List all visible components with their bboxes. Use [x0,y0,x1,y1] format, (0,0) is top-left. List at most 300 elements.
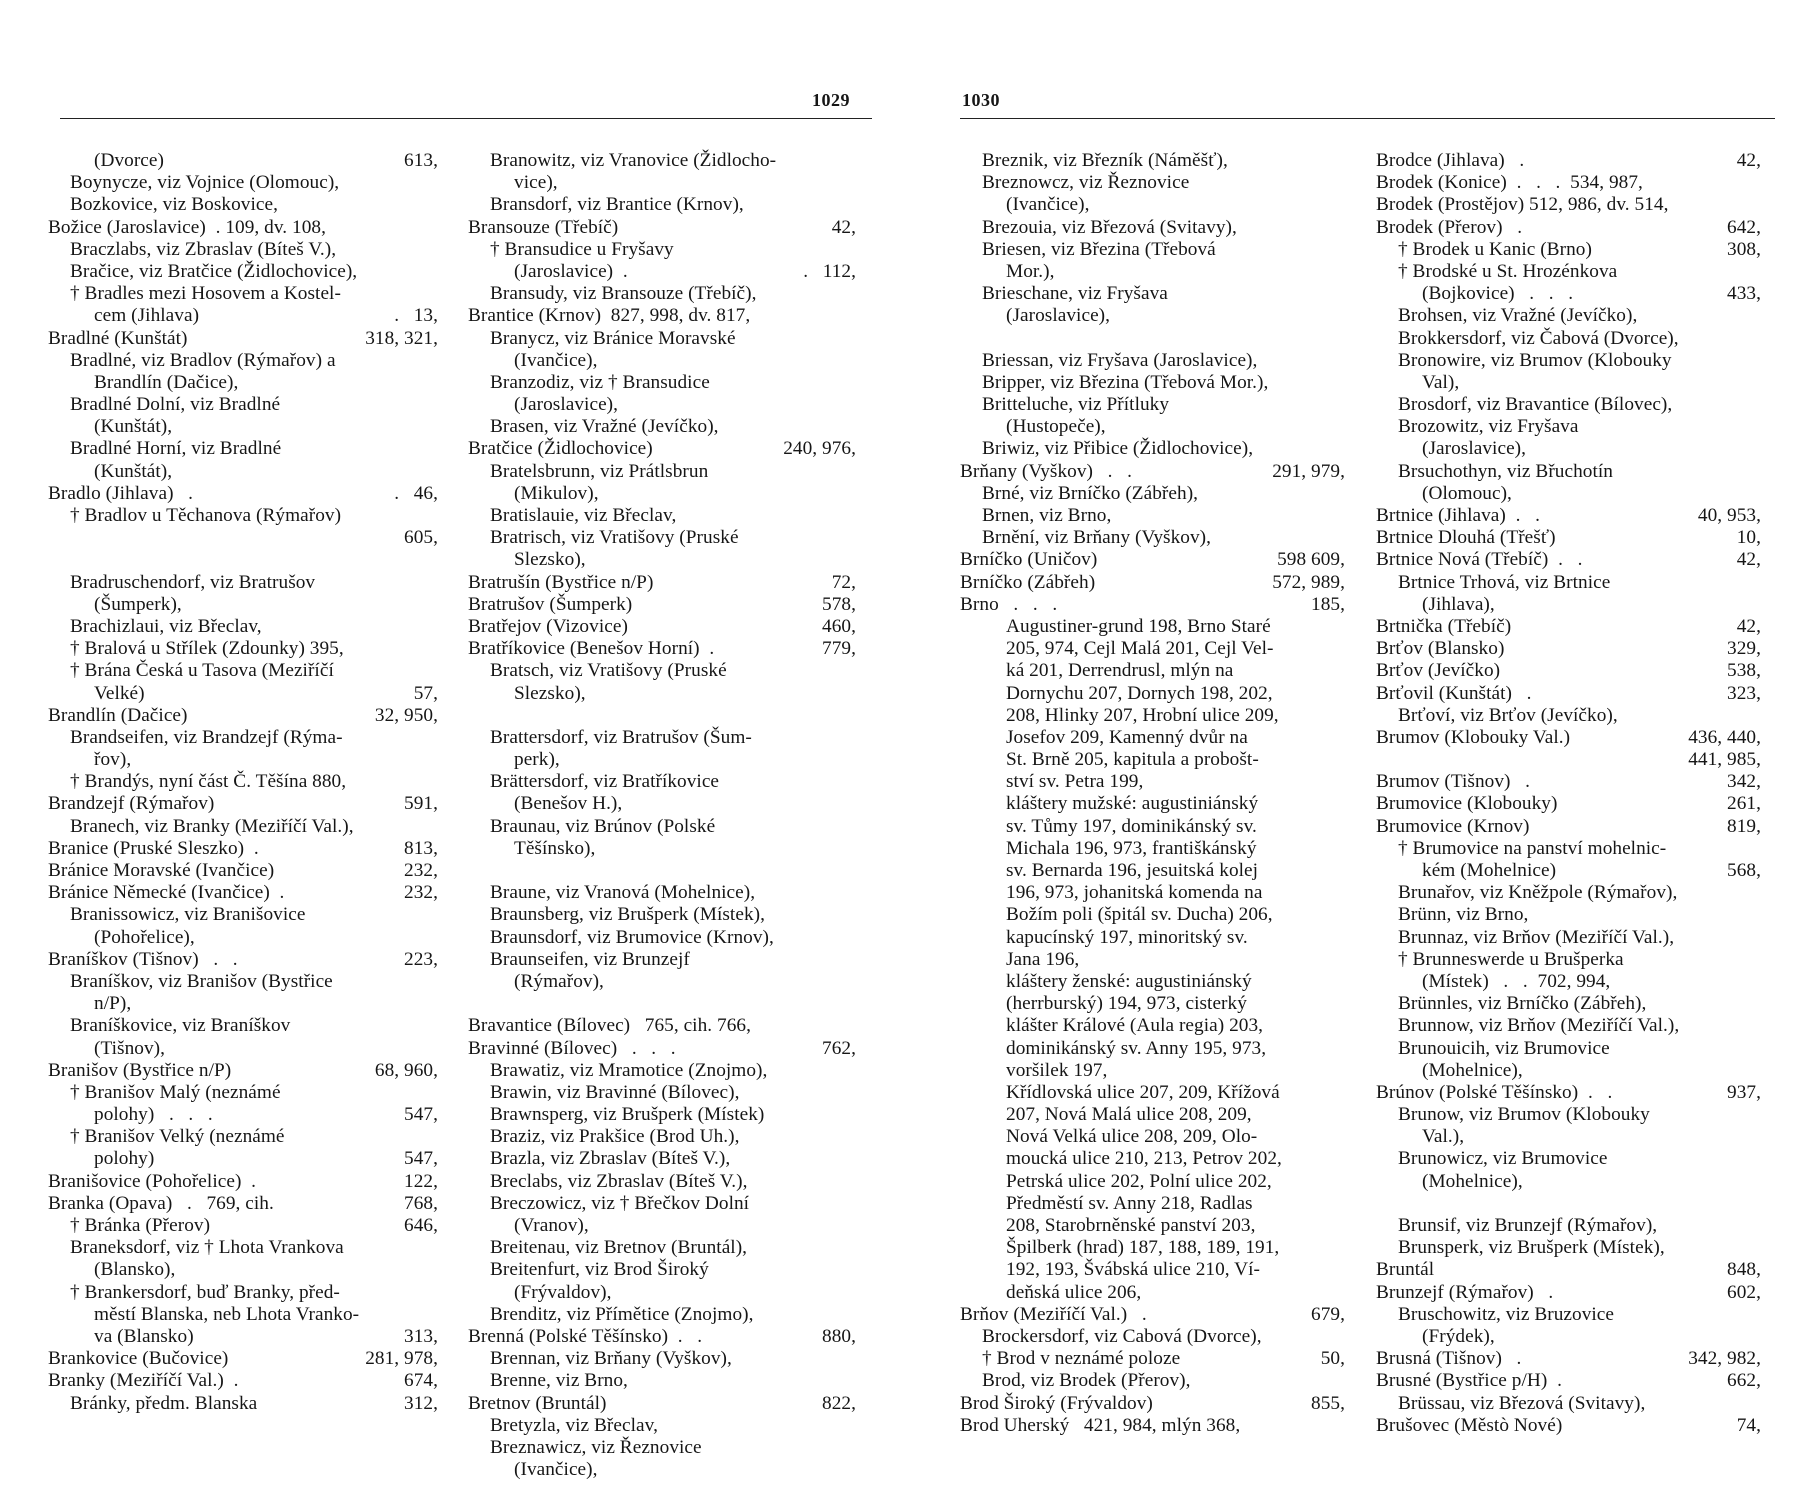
index-line [48,194,438,216]
entry-text: Brattersdorf, viz Bratrušov (Šum- [490,726,752,748]
index-line [960,1393,1345,1415]
index-line [960,239,1345,261]
index-line [960,194,1345,216]
index-line [960,438,1345,460]
index-line [1376,483,1761,505]
index-line [468,1304,856,1326]
entry-text: (Ivančice), [514,349,598,371]
entry-text: (Vranov), [514,1215,589,1236]
page-number-right: 1030 [962,90,1000,110]
entry-text: (herrburský) 194, 973, cisterký [1006,993,1247,1015]
index-line [960,527,1345,549]
index-line [960,1215,1345,1237]
entry-text: Brandlín (Dačice), [94,371,239,393]
index-line [468,1215,856,1237]
index-line [960,927,1345,949]
entry-text: † Branišov Malý (neznámé [70,1081,281,1103]
entry-text: Jana 196, [1006,948,1080,970]
index-line [468,194,856,216]
index-line [48,1393,438,1415]
entry-text: † Brumovice na panství mohelnic- [1398,837,1667,859]
index-line [960,217,1345,239]
index-line [48,416,438,438]
header-rule-left [60,118,872,119]
entry-text: (Frývaldov), [514,1281,612,1303]
right-page [950,0,1810,1500]
page-reference: 281, 978, [365,1348,438,1370]
entry-text: Brňov (Meziříčí Val.) . [960,1303,1147,1325]
index-line [48,1282,438,1304]
entry-text: Brtnice (Jihlava) . . [1376,505,1540,526]
index-line [1376,438,1761,460]
index-line [468,927,856,949]
page-reference: 602, [1727,1281,1761,1303]
page-reference: 613, [404,150,438,171]
index-line [1376,372,1761,394]
page-reference: 72, [831,571,856,593]
entry-text: (Hustopeče), [1006,416,1106,438]
entry-text: Branice (Pruské Sleszko) . [48,837,259,859]
index-line [48,1015,438,1037]
entry-text: Brandzejf (Rýmařov) [48,793,215,815]
index-line [48,217,438,239]
entry-text: (Kunštát), [94,460,173,482]
entry-text: (Frýdek), [1422,1325,1495,1347]
entry-text: Briwiz, viz Přibice (Židlochovice), [982,438,1254,460]
page-reference: 768, [404,1192,438,1214]
index-line [468,1370,856,1392]
page-reference: 318, 321, [365,327,438,349]
index-line [468,549,856,571]
page-reference: 223, [404,948,438,970]
entry-text: Předměstí sv. Anny 218, Radlas [1006,1192,1253,1214]
index-line [468,1282,856,1304]
index-line [960,172,1345,194]
entry-text: Briessan, viz Fryšava (Jaroslavice), [982,349,1258,371]
entry-text: n/P), [94,993,132,1015]
entry-text: kláštery mužské: augustiniánský [1006,793,1259,815]
entry-text: Nová Velká ulice 208, 209, Olo- [1006,1126,1258,1148]
entry-text: Brťovil (Kunštát) . [1376,682,1532,704]
index-line [960,1304,1345,1326]
entry-text: † Brod v neznámé poloze [982,1348,1181,1370]
entry-text: Brumov (Klobouky Val.) [1376,726,1571,748]
entry-text: Bronowire, viz Brumov (Klobouky [1398,349,1672,371]
entry-text: Brunařov, viz Kněžpole (Rýmařov), [1398,882,1678,904]
index-line [960,727,1345,749]
index-line [468,1171,856,1193]
index-line [960,372,1345,394]
index-line [48,438,438,460]
entry-text: Bratsch, viz Vratišovy (Pruské [490,660,727,682]
entry-text: Špilberk (hrad) 187, 188, 189, 191, [1006,1237,1280,1259]
entry-text: klášter Králové (Aula regia) 203, [1006,1015,1264,1037]
entry-text: Brieschane, viz Fryšava [982,283,1168,305]
entry-text: Val.), [1422,1126,1465,1148]
entry-text: (Dvorce) [94,150,164,171]
entry-text: Branišovice (Pohořelice) . [48,1170,257,1192]
entry-text: Brumovice (Klobouky) [1376,793,1558,815]
entry-text: Brusná (Tišnov) . [1376,1348,1522,1370]
left-page [0,0,895,1500]
index-line [468,416,856,438]
entry-text: Brawatiz, viz Mramotice (Znojmo), [490,1059,768,1081]
index-line [48,483,438,505]
entry-text: Bransdorf, viz Brantice (Krnov), [490,194,744,216]
index-line [1376,993,1761,1015]
entry-text: Brtnička (Třebíč) [1376,615,1512,637]
entry-text: Brockersdorf, viz Cabová (Dvorce), [982,1325,1262,1347]
index-line [1376,305,1761,327]
entry-text: Brodek (Přerov) . [1376,216,1523,238]
entry-text: Brníčko (Uničov) [960,549,1098,571]
index-line [48,261,438,283]
entry-text: řov), [94,749,132,771]
index-line [468,882,856,904]
page-reference: 433, [1727,283,1761,305]
entry-text: (Mohelnice), [1422,1170,1523,1192]
entry-text: Bripper, viz Březina (Třebová Mor.), [982,371,1269,393]
index-line [1376,394,1761,416]
entry-text: Brenná (Polské Těšínsko) . . [468,1325,703,1347]
entry-text: Brumov (Tišnov) . [1376,771,1530,793]
entry-text: Velké) [94,682,145,704]
entry-text: (Blansko), [94,1259,176,1281]
index-line [468,594,856,616]
entry-text: Bretyzla, viz Břeclav, [490,1414,658,1436]
index-line [48,350,438,372]
index-line [960,1126,1345,1148]
index-line [48,1237,438,1259]
entry-text: 205, 974, Cejl Malá 201, Cejl Vel- [1006,638,1274,660]
entry-text: dominikánský sv. Anny 195, 973, [1006,1037,1267,1059]
index-line [1376,1148,1761,1170]
index-line [1376,1104,1761,1126]
entry-text: St. Brně 205, kapitula a probošt- [1006,749,1259,771]
index-line [468,372,856,394]
entry-text: Michala 196, 973, františkánský [1006,837,1257,859]
index-line [468,572,856,594]
index-line [48,1215,438,1237]
page-reference: . 46, [394,482,438,504]
index-line [48,505,438,527]
entry-text: Briesen, viz Březina (Třebová [982,238,1216,260]
index-line [1376,594,1761,616]
index-line [48,1171,438,1193]
index-line [960,150,1345,172]
index-line [960,1282,1345,1304]
entry-text: ká 201, Derrendrusl, mlýn na [1006,660,1234,682]
index-line [468,328,856,350]
entry-text: Josefov 209, Kamenný dvůr na [1006,726,1248,748]
entry-text: Bransudy, viz Bransouze (Třebíč), [490,283,757,305]
index-line [468,816,856,838]
index-line [960,816,1345,838]
entry-text: 207, Nová Malá ulice 208, 209, [1006,1104,1252,1126]
index-line [48,660,438,682]
entry-text: kém (Mohelnice) [1422,860,1557,881]
entry-text: † Brankersdorf, buď Branky, před- [70,1281,340,1303]
index-line [468,1060,856,1082]
header-rule-right [960,118,1775,119]
entry-text: Bránice Německé (Ivančice) . [48,882,285,904]
page-reference: 642, [1727,216,1761,238]
index-line [468,1259,856,1281]
entry-text: Breclabs, viz Zbraslav (Bíteš V.), [490,1170,748,1192]
entry-text: Braunseifen, viz Brunzejf [490,948,690,970]
index-line [48,1148,438,1170]
index-line [468,993,856,1015]
page-reference: 855, [1311,1392,1345,1414]
entry-text: (Šumperk), [94,593,182,615]
index-line [468,305,856,327]
entry-text: Bradruschendorf, viz Bratrušov [70,571,316,593]
index-line [468,172,856,194]
entry-text: vice), [514,172,558,194]
entry-text: Bruntál [1376,1259,1435,1281]
page-reference: 662, [1727,1370,1761,1392]
entry-text: Brankovice (Bučovice) [48,1348,229,1370]
entry-text: městí Blanska, neb Lhota Vranko- [94,1303,360,1325]
entry-text: Bravinné (Bílovec) . . . [468,1037,676,1059]
entry-text: Bratříkovice (Benešov Horní) . [468,638,715,660]
entry-text: Braníškovice, viz Braníškov [70,1015,291,1037]
entry-text: Brtnice Dlouhá (Třešť) [1376,527,1556,549]
entry-text: Brunnaz, viz Brňov (Meziříčí Val.), [1398,926,1675,948]
index-line [960,860,1345,882]
page-reference: 232, [404,860,438,881]
index-line [1376,1237,1761,1259]
entry-text: † Bránka (Přerov) [70,1215,211,1236]
index-line [468,461,856,483]
index-column-3 [960,150,1345,1437]
index-line [1376,727,1761,749]
index-line [960,1348,1345,1370]
entry-text: † Brodek u Kanic (Brno) [1398,238,1592,260]
index-line [960,749,1345,771]
index-line [1376,927,1761,949]
entry-text: (Jaroslavice) . [514,260,628,282]
entry-text: Breznowcz, viz Řeznovice [982,172,1190,194]
index-line [48,394,438,416]
entry-text: Brunsperk, viz Brušperk (Místek), [1398,1237,1665,1259]
page-reference: 598 609, [1277,549,1345,571]
index-line [48,1348,438,1370]
index-line [468,1326,856,1348]
entry-text: Brnění, viz Brňany (Vyškov), [982,527,1211,549]
index-line [48,860,438,882]
index-line [1376,860,1761,882]
entry-text: † Brunneswerde u Brušperka [1398,948,1624,970]
index-line [48,1082,438,1104]
page-reference: 436, 440, [1688,726,1761,748]
index-line [48,638,438,660]
page-reference: 937, [1727,1081,1761,1103]
entry-text: Bratelsbrunn, viz Prátlsbrun [490,460,709,482]
entry-text: Brawin, viz Bravinné (Bílovec), [490,1081,740,1103]
entry-text: Brandseifen, viz Brandzejf (Rýma- [70,726,343,748]
entry-text: Bravantice (Bílovec) 765, cih. 766, [468,1015,751,1037]
entry-text: Braníškov (Tišnov) . . [48,948,238,970]
index-line [48,594,438,616]
entry-text: Brňany (Vyškov) . . [960,460,1132,482]
index-line [1376,549,1761,571]
page-reference: 547, [404,1104,438,1126]
index-line [48,1370,438,1392]
entry-text: Brušovec (Městò Nové) [1376,1414,1563,1436]
entry-text: Brodek (Prostějov) 512, 986, dv. 514, [1376,194,1669,216]
page-reference: 240, 976, [783,438,856,460]
index-line [468,239,856,261]
page-reference: 568, [1727,860,1761,881]
entry-text: Bradlné Dolní, viz Bradlné [70,394,281,416]
page-reference: 68, 960, [374,1059,438,1081]
index-line [960,1060,1345,1082]
entry-text: Dornychu 207, Dornych 198, 202, [1006,682,1273,704]
index-line [468,1148,856,1170]
entry-text: Brsuchothyn, viz Břuchotín [1398,460,1613,482]
index-line [1376,416,1761,438]
entry-text: Brúnov (Polské Těšínsko) . . [1376,1081,1613,1103]
index-line [960,638,1345,660]
entry-text: Brazla, viz Zbraslav (Bíteš V.), [490,1148,731,1170]
entry-text: Bradlo (Jihlava) . [48,482,194,504]
entry-text: † Brandýs, nyní část Č. Těšína 880, [70,771,347,793]
index-line [48,372,438,394]
index-line [468,638,856,660]
entry-text: Branech, viz Branky (Meziříčí Val.), [70,815,354,837]
index-line [468,283,856,305]
index-line [48,150,438,172]
index-line [960,1237,1345,1259]
index-line [48,239,438,261]
index-line [960,394,1345,416]
index-line [1376,616,1761,638]
entry-text: Braníškov, viz Branišov (Bystřice [70,970,333,992]
index-line [960,549,1345,571]
page-reference: 880, [822,1325,856,1347]
entry-text: Brünn, viz Brno, [1398,904,1529,926]
entry-text: Božice (Jaroslavice) . 109, dv. 108, [48,216,326,238]
index-line [48,793,438,815]
index-line [48,683,438,705]
index-line [1376,882,1761,904]
entry-text: Breczowicz, viz † Břečkov Dolní [490,1192,750,1214]
index-line [48,305,438,327]
entry-text: Braunau, viz Brúnov (Polské [490,815,716,837]
index-line [960,793,1345,815]
page-reference: 679, [1311,1303,1345,1325]
index-line [468,749,856,771]
entry-text: Brunouicih, viz Brumovice [1398,1037,1610,1059]
index-line [468,261,856,283]
index-line [960,1171,1345,1193]
index-line [960,683,1345,705]
entry-text: moucká ulice 210, 213, Petrov 202, [1006,1148,1282,1170]
entry-text: Brozowitz, viz Fryšava [1398,416,1579,438]
entry-text: Brunzejf (Rýmařov) . [1376,1281,1554,1303]
page-reference: 822, [822,1392,856,1414]
index-line [468,1082,856,1104]
index-line [960,305,1345,327]
index-line [960,283,1345,305]
entry-text: (Jaroslavice), [1422,438,1527,460]
page-reference: 308, [1727,238,1761,260]
entry-text: Petrská ulice 202, Polní ulice 202, [1006,1170,1272,1192]
entry-text: Brno . . . [960,593,1058,615]
page-reference: 329, [1727,638,1761,660]
index-line [468,971,856,993]
entry-text: Bratčice (Židlochovice) [468,438,653,460]
entry-text: (Jihlava), [1422,593,1495,615]
index-line [48,461,438,483]
page-reference: 342, [1727,771,1761,793]
index-line [960,838,1345,860]
entry-text: Brné, viz Brníčko (Zábřeh), [982,482,1199,504]
entry-text: kapucínský 197, minoritský sv. [1006,926,1248,948]
index-line [468,527,856,549]
index-line [1376,1282,1761,1304]
index-column-1 [48,150,438,1415]
entry-text: Bratislauie, viz Břeclav, [490,505,677,526]
entry-text: Branišov (Bystřice n/P) [48,1059,232,1081]
index-line [1376,1082,1761,1104]
entry-text: Bránice Moravské (Ivančice) [48,860,275,881]
entry-text: Brokkersdorf, viz Čabová (Dvorce), [1398,327,1679,349]
entry-text: (Bojkovice) . . . [1422,283,1574,305]
entry-text: (Kunštát), [94,416,173,438]
index-line [468,1104,856,1126]
entry-text: Brusné (Bystřice p/H) . [1376,1370,1562,1392]
entry-text: Bradlné Horní, viz Bradlné [70,438,282,460]
entry-text: Brodce (Jihlava) . [1376,150,1525,171]
entry-text: Božím poli (špitál sv. Ducha) 206, [1006,904,1273,926]
entry-text: voršilek 197, [1006,1059,1108,1081]
index-column-4 [1376,150,1761,1437]
entry-text: Branky (Meziříčí Val.) . [48,1370,239,1392]
entry-text: Branycz, viz Bránice Moravské [490,327,736,349]
entry-text: (Rýmařov), [514,970,604,992]
entry-text: Brättersdorf, viz Bratříkovice [490,771,720,793]
entry-text: polohy) [94,1148,155,1170]
entry-text: Braunsdorf, viz Brumovice (Krnov), [490,926,774,948]
page-reference: 460, [822,615,856,637]
page-reference: 819, [1727,815,1761,837]
index-line [1376,749,1761,771]
index-line [960,328,1345,350]
page-reference: 591, [404,793,438,815]
index-line [468,660,856,682]
entry-text: sv. Tůmy 197, dominikánský sv. [1006,815,1257,837]
entry-text: (Mikulov), [514,482,599,504]
page-reference: 313, [404,1325,438,1347]
index-line [48,572,438,594]
entry-text: (Ivančice), [514,1459,598,1481]
entry-text: Křídlovská ulice 207, 209, Křížová [1006,1081,1280,1103]
index-line [1376,150,1761,172]
index-line [468,1015,856,1037]
index-line [48,749,438,771]
page-reference: 10, [1736,527,1761,549]
entry-text: † Bradlov u Těchanova (Rýmařov) [70,505,342,526]
index-line [468,904,856,926]
index-line [468,1237,856,1259]
entry-text: Val), [1422,371,1460,393]
index-line [1376,1193,1761,1215]
index-line [48,927,438,949]
index-line [960,505,1345,527]
index-line [1376,505,1761,527]
